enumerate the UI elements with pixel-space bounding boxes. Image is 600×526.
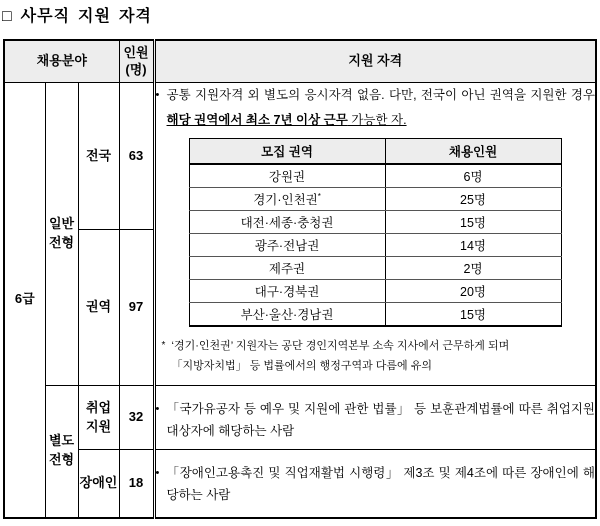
footnote-line2: 「지방자치법」 등 법률에서의 행정구역과 다름에 유의 (171, 360, 432, 372)
region-quota: 15명 (385, 211, 561, 234)
separate-track-line2: 전형 (48, 452, 75, 468)
employment-qualification-text: 「국가유공자 등 예우 및 지원에 관한 법률」 등 보훈관계법률에 따른 취업지원대상자에 해당하는 사람 (166, 402, 595, 438)
general-qualification-text (167, 83, 595, 133)
employment-label-cell (78, 386, 119, 450)
bullet-icon: • (155, 403, 160, 415)
region-row-busan-ulsan-gyeongnam (189, 303, 561, 327)
quota-column-header: 채용인원 (385, 139, 561, 165)
region-name: 제주권 (268, 262, 306, 276)
region-row-gyeonggi-incheon (189, 188, 561, 211)
header-qualification: 지원 자격 (154, 40, 596, 83)
region-table-header-row (189, 139, 561, 165)
region-quota: 15명 (385, 303, 561, 327)
region-row-daegu-gyeongbuk (189, 280, 561, 303)
employment-label-line2: 지원 (85, 418, 112, 434)
grade-cell: 6급 (4, 83, 45, 518)
header-headcount-line1: 인원 (123, 44, 149, 60)
document-page (0, 3, 600, 526)
region-quota: 2명 (385, 257, 561, 280)
region-name: 부산·울산·경남권 (240, 308, 334, 322)
regional-label-cell: 권역 (78, 230, 119, 386)
national-label-cell: 전국 (78, 83, 119, 230)
general-track-line1: 일반 (48, 216, 75, 232)
header-headcount (119, 40, 154, 83)
national-count-cell: 63 (119, 83, 154, 230)
footnote-asterisk: * (161, 340, 166, 351)
page-title: □ 사무직 지원 자격 (2, 8, 152, 25)
region-quota-table (189, 138, 562, 327)
region-name: 대구·경북권 (254, 285, 320, 299)
general-qualification-cell (154, 83, 596, 386)
separate-track-line1: 별도 (48, 433, 75, 449)
disabled-qualification-text: 「장애인고용촉진 및 직업재활법 시행령」 제3조 및 제4조에 따른 장애인에 해당하는 사람 (166, 466, 595, 502)
disabled-qualification-cell (154, 450, 596, 518)
disabled-count-cell: 18 (119, 450, 154, 518)
region-name: 경기·인천권 (253, 193, 318, 207)
region-quota: 20명 (385, 280, 561, 303)
disabled-label-cell: 장애인 (78, 450, 119, 518)
qualification-text-plain: 공통 지원자격 외 별도의 응시자격 없음. 다만, 전국이 아닌 권역을 지원한 경우 (166, 88, 595, 102)
regional-count-cell: 97 (119, 230, 154, 386)
footnote-line1: ‘경기·인천권’ 지원자는 공단 경인지역본부 소속 지사에서 근무하게 되며 (171, 340, 510, 352)
bullet-icon: • (155, 467, 160, 479)
qualification-text-emphasis: 해당 권역에서 최소 7년 이상 근무 (166, 113, 348, 127)
region-quota: 14명 (385, 234, 561, 257)
region-table-footnote (162, 336, 595, 376)
bullet-icon: • (155, 89, 160, 101)
row-national (4, 83, 596, 230)
row-employment-support (4, 386, 596, 450)
region-column-header: 모집 권역 (189, 139, 385, 165)
region-row-daejeon-sejong-chungcheong (189, 211, 561, 234)
general-track-cell (45, 83, 78, 386)
employment-label-line1: 취업 (85, 399, 112, 415)
employment-qualification-cell (154, 386, 596, 450)
general-track-line2: 전형 (48, 235, 75, 250)
region-quota: 25명 (385, 188, 561, 211)
qualification-table (3, 39, 597, 519)
header-recruit-field: 채용분야 (4, 40, 119, 83)
region-row-jeju (189, 257, 561, 280)
region-name: 대전·세종·충청권 (240, 216, 334, 230)
region-name: 강원권 (268, 170, 306, 184)
row-disabled (4, 450, 596, 518)
region-quota: 6명 (385, 164, 561, 188)
region-name: 광주·전남권 (254, 239, 320, 253)
qualification-text-tail: 가능한 자. (347, 113, 407, 127)
separate-track-cell (45, 386, 78, 518)
region-row-gwangju-jeonnam (189, 234, 561, 257)
header-headcount-line2: (명) (125, 61, 147, 77)
region-row-gangwon (189, 164, 561, 188)
table-header-row (4, 40, 596, 83)
asterisk-mark: * (317, 191, 321, 201)
general-qualification-paragraph (156, 83, 595, 133)
employment-count-cell: 32 (119, 386, 154, 450)
